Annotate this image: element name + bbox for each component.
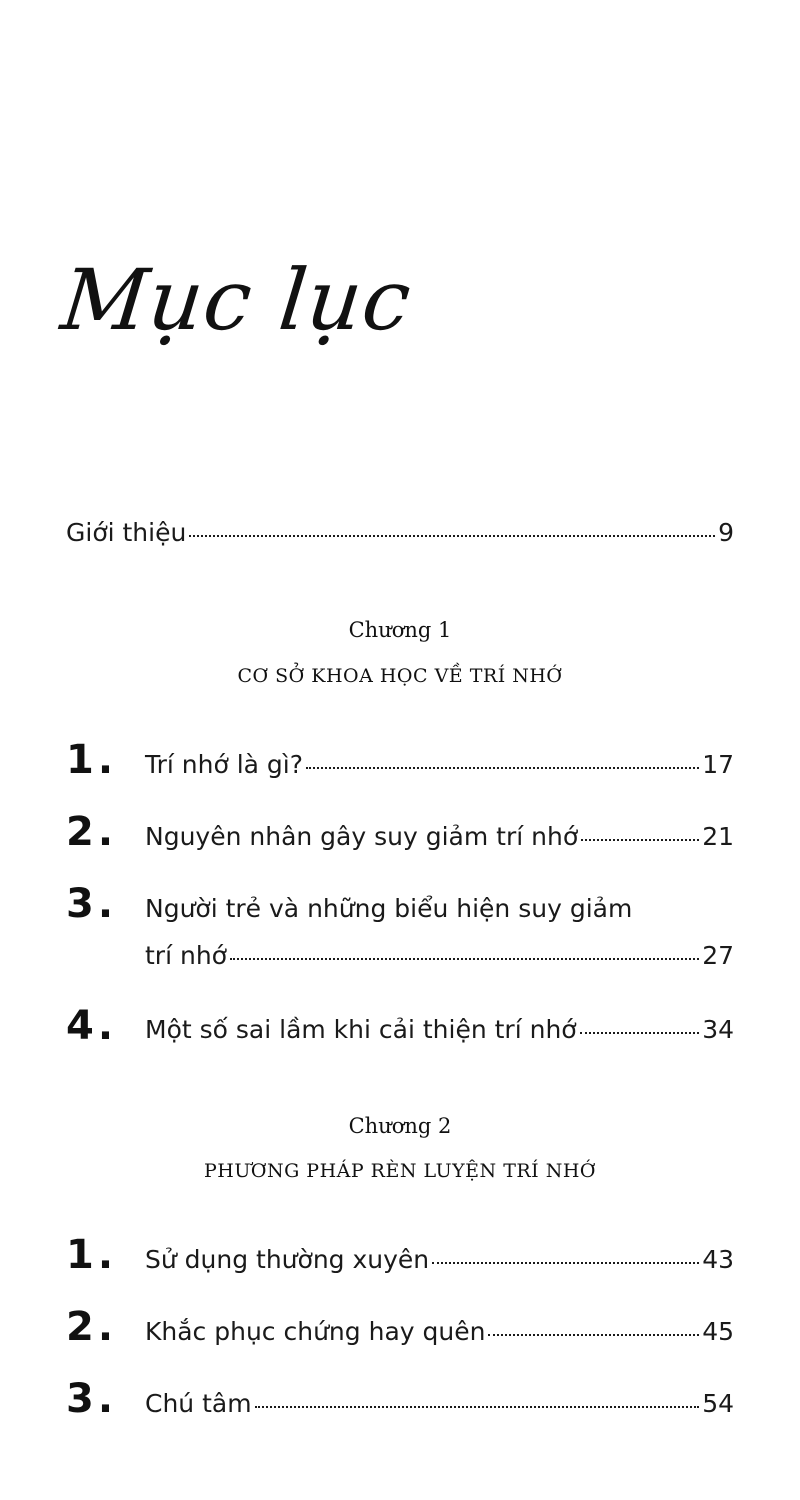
toc-entry-label: Chú tâm: [145, 1389, 252, 1418]
toc-entry: [145, 1017, 734, 1042]
toc-entry: [145, 824, 734, 849]
toc-entry-label-continued: trí nhớ: [145, 941, 227, 970]
dot-leader: [581, 839, 699, 841]
item-number: 3.: [66, 1376, 118, 1422]
dot-leader: [306, 767, 699, 769]
toc-entry-label: Giới thiệu: [66, 518, 187, 547]
chapter-label: Chương 1: [348, 618, 452, 642]
dot-leader: [255, 1406, 700, 1408]
item-number: 2.: [66, 1304, 118, 1350]
toc-entry: [145, 1319, 734, 1344]
chapter-title: PHƯƠNG PHÁP RÈN LUYỆN TRÍ NHỚ: [204, 1160, 596, 1182]
toc-entry: [145, 752, 734, 777]
chapter-title: CƠ SỞ KHOA HỌC VỀ TRÍ NHỚ: [237, 665, 563, 687]
toc-page-number: 45: [702, 1317, 734, 1346]
toc-page-number: 27: [702, 941, 734, 970]
chapter-label: Chương 2: [348, 1114, 452, 1138]
toc-page-number: 54: [702, 1389, 734, 1418]
toc-entry-intro: [66, 520, 734, 545]
item-number: 1.: [66, 1232, 118, 1278]
item-number: 1.: [66, 737, 118, 783]
item-number: 3.: [66, 881, 118, 927]
item-number: 4.: [66, 1003, 118, 1049]
toc-page-number: 21: [702, 822, 734, 851]
toc-page-number: 17: [702, 750, 734, 779]
dot-leader: [189, 535, 715, 537]
toc-entry: [145, 943, 734, 968]
dot-leader: [580, 1032, 700, 1034]
toc-entry-label: Sử dụng thường xuyên: [145, 1245, 430, 1274]
toc-entry-label: Một số sai lầm khi cải thiện trí nhớ: [145, 1015, 577, 1044]
toc-entry: [145, 1247, 734, 1272]
toc-entry-label: Khắc phục chứng hay quên: [145, 1317, 486, 1346]
toc-page-number: 9: [718, 518, 734, 547]
toc-page-number: 43: [702, 1245, 734, 1274]
toc-entry-label: Người trẻ và những biểu hiện suy giảm: [145, 894, 633, 923]
toc-page-number: 34: [702, 1015, 734, 1044]
page-title: Mục lục: [56, 251, 417, 349]
toc-entry-label: Trí nhớ là gì?: [145, 750, 303, 779]
dot-leader: [432, 1262, 699, 1264]
dot-leader: [488, 1334, 699, 1336]
toc-entry-label: Nguyên nhân gây suy giảm trí nhớ: [145, 822, 579, 851]
toc-entry: [145, 1391, 734, 1416]
dot-leader: [230, 958, 699, 960]
item-number: 2.: [66, 809, 118, 855]
